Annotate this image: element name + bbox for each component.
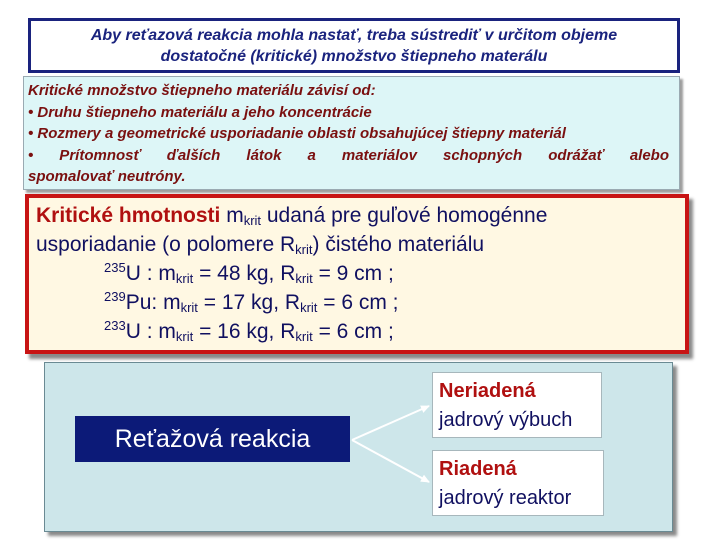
outcome-uncontrolled [432,372,602,438]
dependency-item-moderators: • Prítomnosť ďalších látok a materiálov schopných odrážať alebo [28,146,669,164]
outcome-uncontrolled-desc: jadrový výbuch [439,409,573,431]
mass-entry-u235: $^{235}$U : $m_{krit} = 48$ kg, $R_{krit} = 9$ cm ; [104,260,394,286]
title-line-2: dostatočné (kritické) množstvo štiepneho materálu [160,48,548,65]
critical-mass-description: usporiadanie (o polomere $R_{krit}$) čistého materiálu [36,233,485,257]
chain-reaction-label: Reťažová reakcia [75,416,350,462]
dependency-heading: Kritické množstvo štiepneho materiálu závisí od: [28,82,376,99]
critical-mass-heading-row: Kritické hmotnosti $m_{krit}$ udaná pre guľové homogénne [36,204,548,228]
outcome-controlled-desc: jadrový reaktor [439,487,572,509]
critical-mass-box [25,194,689,354]
dependency-item-moderators-cont: spomalovať neutróny. [28,168,186,185]
outcome-controlled [432,450,604,516]
mass-entry-u233: $^{233}$U : $m_{krit} = 16$ kg, $R_{krit} = 6$ cm ; [104,318,394,344]
outcome-uncontrolled-title: Neriadená [439,380,536,402]
mass-entry-pu239: $^{239}$Pu: $m_{krit} = 17$ kg, $R_{krit} = 6$ cm ; [104,289,399,315]
title-line-1: Aby reťazová reakcia mohla nastať, treba sústrediť v určitom objeme [90,27,618,44]
dependency-item-geometry: • Rozmery a geometrické usporiadanie oblasti obsahujúcej štiepny materiál [28,125,566,142]
title-box [28,18,680,73]
dependency-box [23,76,680,190]
critical-mass-heading: Kritické hmotnosti [36,204,221,227]
dependency-item-type: • Druhu štiepneho materiálu a jeho koncentrácie [28,103,372,121]
outcome-controlled-title: Riadená [439,458,517,480]
